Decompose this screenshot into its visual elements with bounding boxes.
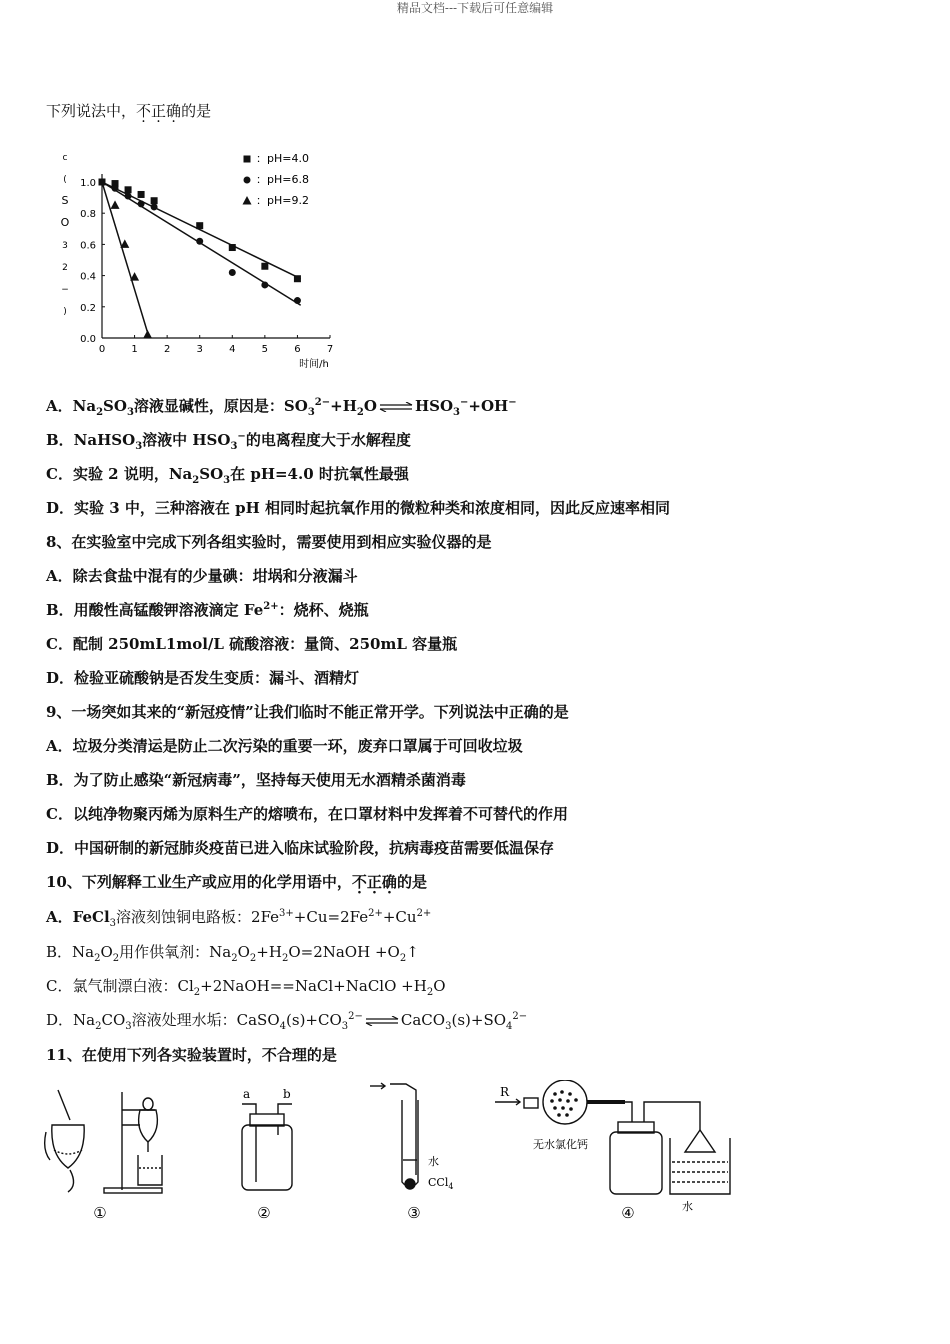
q8-stem: 8、在实验室中完成下列各组实验时，需要使用到相应实验仪器的是 <box>46 533 492 551</box>
data-point <box>111 200 120 209</box>
q7-stem-post: 的是 <box>181 102 212 120</box>
data-point <box>294 275 301 282</box>
q8-option-b: B．用酸性高锰酸钾溶液滴定 $Fe^{2+}$：烧杯、烧瓶 <box>46 601 369 619</box>
figure-4-label-cacl2: 无水氯化钙 <box>533 1138 588 1151</box>
figure-4-label-r: R <box>500 1085 510 1099</box>
page-header: 精品文档---下载后可任意编辑 <box>396 1 554 15</box>
figure-2-gas-bottle <box>242 1104 292 1190</box>
y-tick-label: 0.0 <box>80 334 96 345</box>
y-label-char: 2 <box>62 263 68 273</box>
y-label-char: ) <box>63 307 67 317</box>
figure-1-separatory-funnel <box>45 1090 162 1193</box>
q10-emphasis-2: 正 <box>366 873 382 891</box>
data-point <box>294 297 301 304</box>
legend-marker <box>243 196 252 205</box>
data-point <box>125 193 132 200</box>
x-tick-label: 5 <box>261 344 269 355</box>
y-tick-label: 0.2 <box>80 302 96 314</box>
concentration-time-chart <box>56 150 356 380</box>
data-point <box>151 197 158 204</box>
y-label-char: O <box>60 216 70 229</box>
y-label-char: S <box>61 194 69 207</box>
equilibrium-arrow-icon <box>365 1016 399 1026</box>
figure-4-label-water: 水 <box>682 1200 693 1213</box>
x-tick-label: 6 <box>294 344 301 355</box>
q9-option-a: A．垃圾分类清运是防止二次污染的重要一环，废弃口罩属于可回收垃圾 <box>46 737 523 755</box>
figure-2-label: ② <box>257 1204 271 1222</box>
figure-4-absorption-setup <box>495 1080 730 1194</box>
data-point <box>229 244 236 251</box>
data-point <box>112 185 119 192</box>
q10-emphasis-3: 确 <box>381 873 397 891</box>
x-tick-label: 1 <box>131 344 138 355</box>
q8-option-a: A．除去食盐中混有的少量碘：坩埚和分液漏斗 <box>46 567 358 585</box>
data-point <box>229 269 236 276</box>
y-label-char: ( <box>63 175 67 185</box>
q8-option-d: D．检验亚硫酸钠是否发生变质：漏斗、酒精灯 <box>46 669 360 687</box>
x-tick-label: 2 <box>163 344 171 355</box>
x-tick-label: 4 <box>229 344 236 355</box>
figure-3-test-tube <box>370 1083 418 1189</box>
chart-y-label <box>61 153 70 317</box>
q11-stem: 11、在使用下列各实验装置时，不合理的是 <box>46 1046 337 1064</box>
figure-2-label-a: a <box>243 1087 251 1101</box>
y-tick-label: 0.6 <box>80 240 96 252</box>
data-point <box>130 272 139 281</box>
y-label-char: 3 <box>62 241 68 251</box>
q7-option-c: C．实验 2 说明，$Na_2SO_3$在 pH=4.0 时抗氧性最强 <box>46 465 409 486</box>
figure-4-desiccant-dots <box>550 1090 578 1117</box>
q10-option-d: D．$Na_2CO_3$溶液处理水垢：$CaSO_4(s)+CO_3^{2-}$ $CaCO_3(s)+SO_4^{2-}$ <box>46 1011 528 1032</box>
q8-option-c: C．配制 250mL1mol/L 硫酸溶液：量筒、250mL 容量瓶 <box>46 635 458 653</box>
q7-emphasis-3: 确 <box>166 102 182 120</box>
chart-y-ticks <box>80 178 105 345</box>
legend-label: ：pH=9.2 <box>256 194 309 207</box>
figure-3-label-water: 水 <box>428 1155 439 1168</box>
figure-3-label: ③ <box>407 1204 421 1222</box>
q10-option-b: B．$Na_2O_2$用作供氧剂：$Na_2O_2+H_2O=2NaOH$ $+O_2↑$ <box>46 943 419 964</box>
y-tick-label: 0.4 <box>80 271 96 283</box>
figure-1-label: ① <box>93 1204 107 1222</box>
data-point <box>151 203 158 210</box>
legend-label: ：pH=4.0 <box>256 152 309 165</box>
chart-legend <box>243 152 309 207</box>
q7-stem <box>46 101 211 121</box>
figure-3-label-ccl4: CCl$_4$ <box>428 1176 454 1191</box>
q7-emphasis-2: 正 <box>151 102 167 120</box>
q10-stem: 10、下列解释工业生产或应用的化学用语中，不正确的是 <box>46 873 427 891</box>
q7-option-b: B．NaHSO$_3$溶液中 $HSO_3^-$的电离程度大于水解程度 <box>46 431 411 452</box>
data-point <box>196 222 203 229</box>
x-tick-label: 3 <box>196 344 203 355</box>
q9-option-b: B．为了防止感染“新冠病毒”，坚持每天使用无水酒精杀菌消毒 <box>46 771 466 789</box>
y-tick-label: 0.8 <box>80 209 96 221</box>
y-label-char: c <box>62 153 68 163</box>
q9-stem: 9、一场突如其来的“新冠疫情”让我们临时不能正常开学。下列说法中正确的是 <box>46 703 569 721</box>
data-point <box>196 238 203 245</box>
legend-label: ：pH=6.8 <box>256 173 309 186</box>
q7-emphasis-1: 不 <box>136 102 152 120</box>
equilibrium-arrow-icon <box>379 402 413 412</box>
legend-marker <box>244 177 251 184</box>
chart-x-label: 时间/h <box>299 359 329 370</box>
lab-apparatus-figures <box>40 1080 740 1230</box>
q7-option-d: D．实验 3 中，三种溶液在 pH 相同时起抗氧作用的微粒种类和浓度相同，因此反应速率相同 <box>46 499 670 517</box>
data-point <box>99 179 106 186</box>
q7-stem-pre: 下列说法中， <box>46 102 137 120</box>
data-point <box>143 330 152 339</box>
q10-option-a: A．FeCl$_3$溶液刻蚀铜电路板：$2Fe^{3+}+Cu=2Fe^{2+}+Cu^{2+}$ <box>46 908 432 929</box>
q9-option-d: D．中国研制的新冠肺炎疫苗已进入临床试验阶段，抗病毒疫苗需要低温保存 <box>46 839 555 857</box>
data-point <box>261 281 268 288</box>
data-point <box>120 239 129 248</box>
figure-2-label-b: b <box>283 1087 291 1101</box>
q9-option-c: C．以纯净物聚丙烯为原料生产的熔喷布，在口罩材料中发挥着不可替代的作用 <box>46 805 568 823</box>
data-point <box>138 200 145 207</box>
data-point <box>138 191 145 198</box>
data-point <box>125 186 132 193</box>
x-tick-label: 0 <box>98 344 106 355</box>
q10-option-c: C．氯气制漂白液：$Cl_2+2NaOH==NaCl+NaClO +H_2O$ <box>46 977 446 998</box>
legend-marker <box>244 156 251 163</box>
x-tick-label: 7 <box>326 344 334 355</box>
figure-4-label: ④ <box>621 1204 635 1222</box>
y-label-char: − <box>61 285 69 295</box>
q7-option-a: A．$Na_2SO_3$溶液显碱性，原因是：$SO_3^{2-}+H_2O$ $HSO_3^-+OH^-$ <box>46 397 517 418</box>
q10-emphasis-1: 不 <box>351 873 367 891</box>
data-point <box>261 263 268 270</box>
y-tick-label: 1.0 <box>80 178 96 189</box>
